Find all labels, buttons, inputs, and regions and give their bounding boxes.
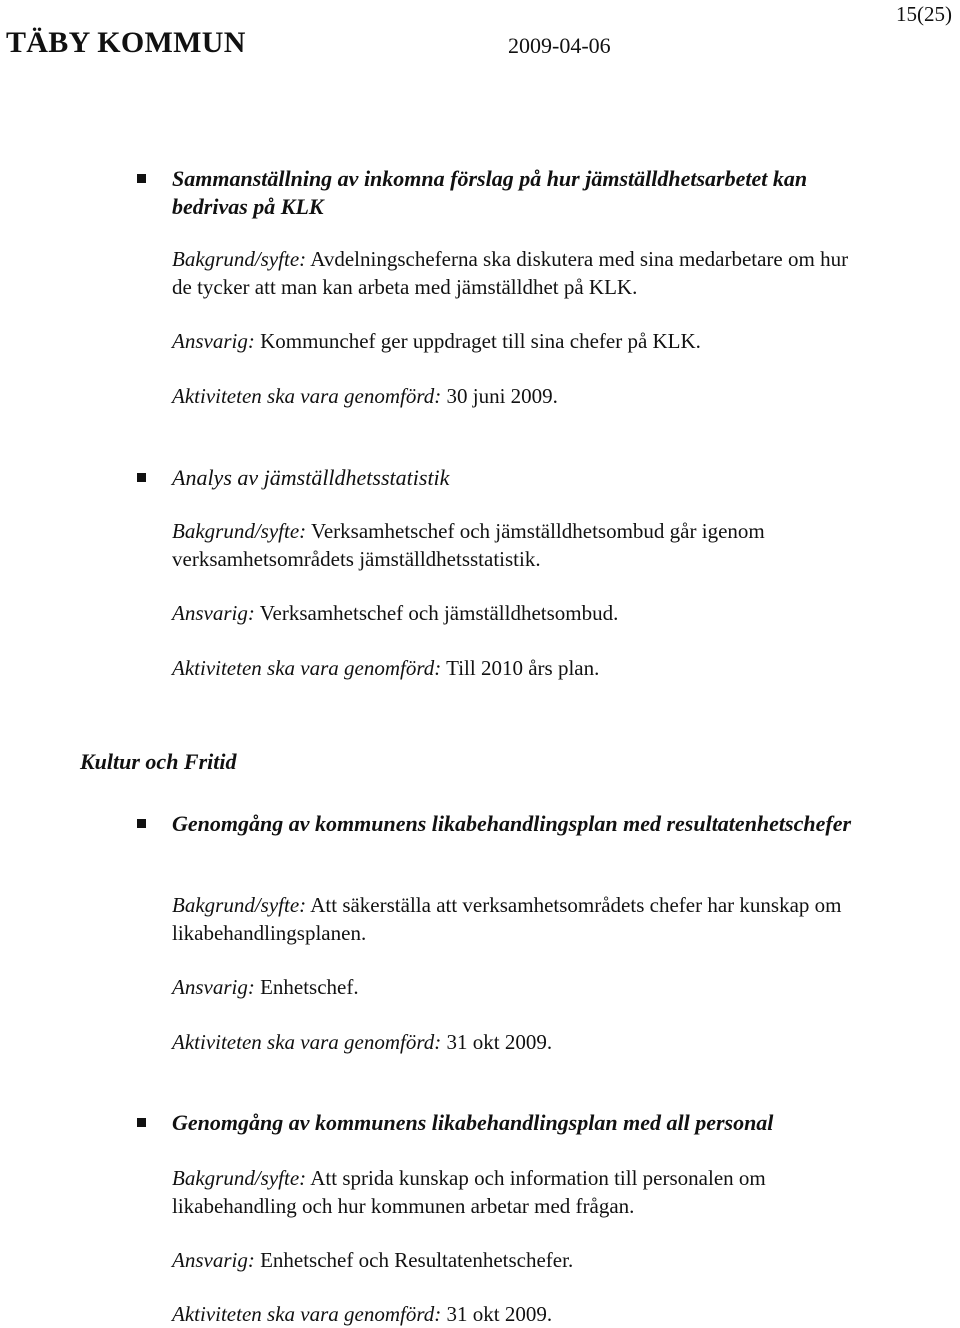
- background-text: Verksamhetschef och jämställdhetsombud går igenom verksamhetsområdets jämställdhetsstatistik.: [172, 519, 765, 571]
- deadline-text: Till 2010 års plan.: [446, 656, 600, 680]
- activity-background: [172, 891, 862, 947]
- deadline-text: 30 juni 2009.: [446, 384, 558, 408]
- activity-responsible: [172, 973, 862, 1001]
- bullet-square-icon: [137, 1118, 146, 1127]
- activity-deadline: [172, 1028, 862, 1056]
- activity-responsible: [172, 1246, 862, 1274]
- activity-deadline: [172, 654, 862, 682]
- activity-title: Sammanställning av inkomna förslag på hur jämställdhetsarbetet kan bedrivas på KLK: [172, 166, 808, 219]
- bullet-square-icon: [137, 174, 146, 183]
- bullet-square-icon: [137, 819, 146, 828]
- background-label: Bakgrund/syfte:: [172, 1166, 307, 1190]
- responsible-label: Ansvarig:: [172, 601, 255, 625]
- activity-item: [172, 1109, 862, 1326]
- activity-title: Genomgång av kommunens likabehandlingsplan med all personal: [172, 1110, 774, 1135]
- background-label: Bakgrund/syfte:: [172, 519, 307, 543]
- activity-background: [172, 245, 862, 301]
- deadline-label: Aktiviteten ska vara genomförd:: [172, 384, 442, 408]
- org-name: TÄBY KOMMUN: [6, 26, 246, 59]
- responsible-label: Ansvarig:: [172, 329, 255, 353]
- responsible-text: Verksamhetschef och jämställdhetsombud.: [259, 601, 619, 625]
- background-label: Bakgrund/syfte:: [172, 247, 307, 271]
- activity-responsible: [172, 327, 862, 355]
- page-number: 15(25): [896, 2, 952, 26]
- background-text: Att sprida kunskap och information till personalen om likabehandling och hur kommunen arbetar med frågan.: [172, 1166, 766, 1218]
- deadline-label: Aktiviteten ska vara genomförd:: [172, 1030, 442, 1054]
- bullet-square-icon: [137, 473, 146, 482]
- activity-item: [172, 810, 862, 1054]
- document-date: 2009-04-06: [508, 33, 611, 58]
- deadline-text: 31 okt 2009.: [446, 1030, 553, 1054]
- section-heading: Kultur och Fritid: [80, 749, 237, 774]
- activity-title: Genomgång av kommunens likabehandlingsplan med resultatenhetschefer: [172, 811, 852, 836]
- responsible-text: Enhetschef och Resultatenhetschefer.: [260, 1248, 574, 1272]
- activity-deadline: [172, 1300, 862, 1328]
- activity-item: [172, 165, 862, 408]
- deadline-label: Aktiviteten ska vara genomförd:: [172, 656, 442, 680]
- responsible-label: Ansvarig:: [172, 1248, 255, 1272]
- background-text: Avdelningscheferna ska diskutera med sina medarbetare om hur de tycker att man kan arbeta med jämställdhet på KLK.: [172, 247, 849, 299]
- background-label: Bakgrund/syfte:: [172, 893, 307, 917]
- responsible-text: Enhetschef.: [260, 975, 359, 999]
- background-text: Att säkerställa att verksamhetsområdets chefer har kunskap om likabehandlingsplanen.: [172, 893, 842, 945]
- activity-item: [172, 464, 862, 680]
- activity-responsible: [172, 599, 862, 627]
- activity-background: [172, 517, 862, 573]
- activity-deadline: [172, 382, 862, 410]
- activity-background: [172, 1164, 862, 1220]
- activity-title: Analys av jämställdhetsstatistik: [172, 465, 450, 490]
- deadline-text: 31 okt 2009.: [446, 1302, 553, 1326]
- deadline-label: Aktiviteten ska vara genomförd:: [172, 1302, 442, 1326]
- responsible-label: Ansvarig:: [172, 975, 255, 999]
- responsible-text: Kommunchef ger uppdraget till sina chefer på KLK.: [260, 329, 701, 353]
